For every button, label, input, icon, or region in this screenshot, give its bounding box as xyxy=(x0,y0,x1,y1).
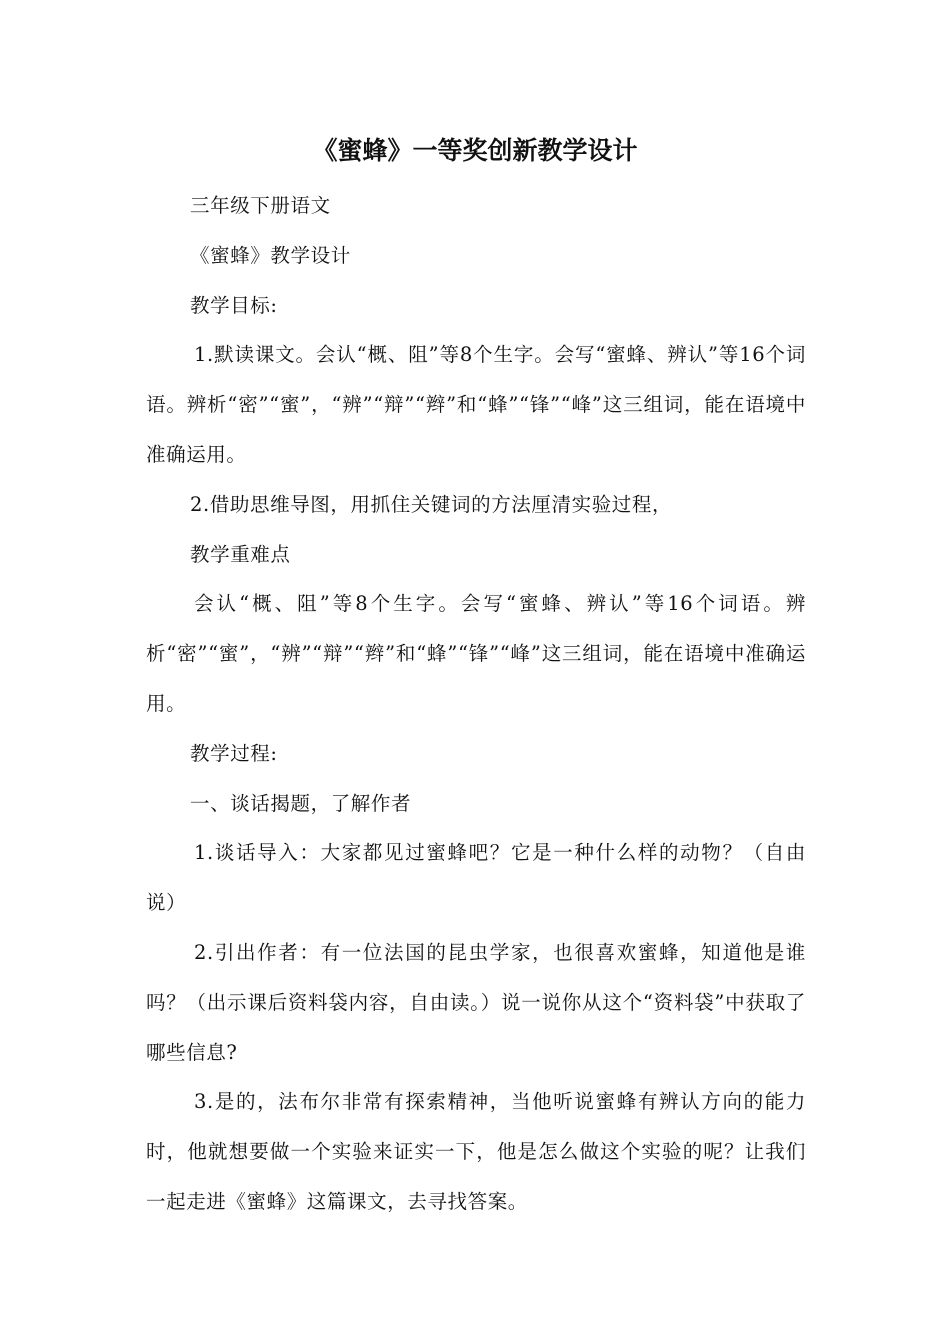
paragraph-step-3: 3.是的，法布尔非常有探索精神，当他听说蜜蜂有辨认方向的能力时，他就想要做一个实验来证实一下，他是怎么做这个实验的呢？让我们一起走进《蜜蜂》这篇课文，去寻找答案。 xyxy=(146,1090,806,1213)
document-body xyxy=(146,181,806,1227)
paragraph-process-heading: 教学过程: xyxy=(190,741,278,765)
paragraph-step-2: 2.引出作者：有一位法国的昆虫学家，也很喜欢蜜蜂，知道他是谁吗？（出示课后资料袋内容，自由读。）说一说你从这个“资料袋”中获取了哪些信息? xyxy=(146,940,806,1064)
paragraph-design-title: 《蜜蜂》教学设计 xyxy=(190,243,351,267)
paragraph-keypoints: 会认“概、阻”等8个生字。会写“蜜蜂、辨认”等16个词语。辨析“密”“蜜”，“辨”“辩”“辫”和“蜂”“锋”“峰”这三组词，能在语境中准确运用。 xyxy=(146,592,806,715)
paragraph-objective-2: 2.借助思维导图，用抓住关键词的方法厘清实验过程， xyxy=(190,492,673,516)
document-title: 《蜜蜂》一等奖创新教学设计 xyxy=(312,136,638,165)
paragraph-objective-1: 1.默读课文。会认“概、阻”等8个生字。会写“蜜蜂、辨认”等16个词语。辨析“密”“蜜”，“辨”“辩”“辫”和“蜂”“锋”“峰”这三组词，能在语境中准确运用。 xyxy=(146,343,806,466)
paragraph-objectives-heading: 教学目标: xyxy=(190,293,278,317)
paragraph-section-1-heading: 一、谈话揭题，了解作者 xyxy=(190,791,412,815)
paragraph-keypoints-heading: 教学重难点 xyxy=(190,542,291,566)
paragraph-step-1: 1.谈话导入：大家都见过蜜蜂吧？它是一种什么样的动物？（自由说） xyxy=(146,841,806,915)
paragraph-grade: 三年级下册语文 xyxy=(190,194,331,217)
